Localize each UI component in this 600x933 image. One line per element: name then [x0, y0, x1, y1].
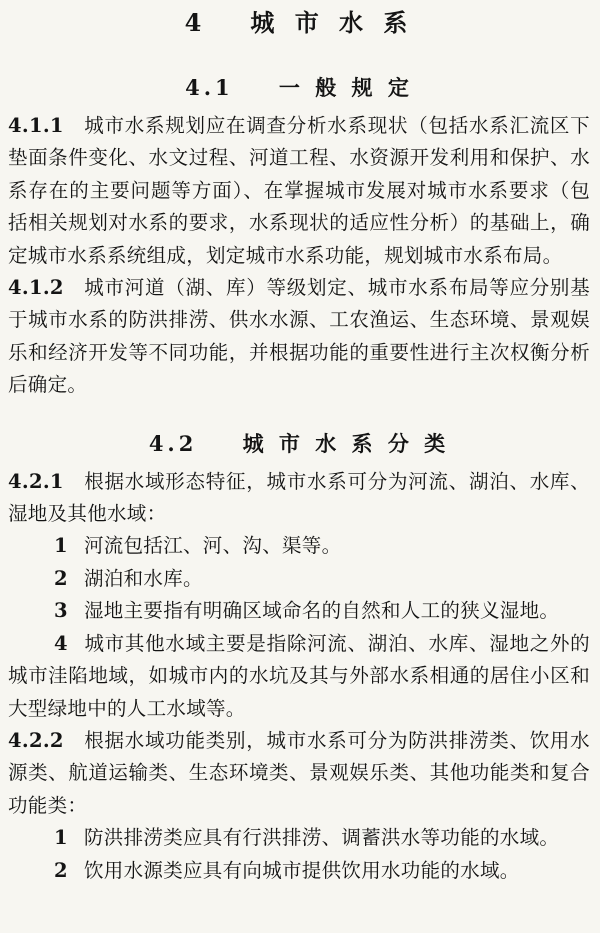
list-item [8, 822, 590, 854]
item-text: 饮用水源类应具有向城市提供饮用水功能的水域。 [84, 858, 520, 882]
clause-number: 4.1.2 [8, 276, 64, 300]
clause-4-1-2 [8, 272, 590, 402]
chapter-title [8, 0, 590, 46]
clause-number: 4.2.2 [8, 728, 64, 752]
section-title-text: 城 市 水 系 分 类 [242, 430, 450, 456]
section-title-4-1 [8, 66, 590, 110]
item-number: 2 [54, 858, 68, 882]
section-title-4-2 [8, 422, 590, 466]
list-item [8, 595, 590, 627]
list-item [8, 855, 590, 887]
list-item [8, 530, 590, 562]
clause-number: 4.1.1 [8, 114, 64, 137]
item-text: 防洪排涝类应具有行洪排涝、调蓄洪水等功能的水域。 [84, 826, 560, 850]
item-number: 1 [54, 534, 68, 558]
list-item [8, 628, 590, 725]
clause-4-2-1 [8, 466, 590, 531]
item-text: 城市其他水域主要是指除河流、湖泊、水库、湿地之外的城市洼陷地域，如城市内的水坑及其与外部水系相通的居住小区和大型绿地中的人工水域等。 [8, 631, 590, 720]
clause-text: 根据水域功能类别，城市水系可分为防洪排涝类、饮用水源类、航道运输类、生态环境类、景观娱乐类、其他功能类和复合功能类： [8, 728, 590, 817]
clause-number: 4.2.1 [8, 469, 64, 493]
clause-text: 根据水域形态特征，城市水系可分为河流、湖泊、水库、湿地及其他水域： [8, 469, 590, 526]
item-text: 湖泊和水库。 [84, 566, 203, 590]
chapter-title-text: 城 市 水 系 [250, 8, 414, 37]
clause-4-2-2 [8, 725, 590, 822]
item-text: 湿地主要指有明确区域命名的自然和人工的狭义湿地。 [84, 599, 560, 623]
chapter-number: 4 [184, 8, 208, 37]
item-text: 河流包括江、河、沟、渠等。 [84, 534, 342, 558]
item-number: 4 [54, 631, 68, 655]
section-number: 4.2 [148, 430, 198, 456]
item-number: 1 [54, 826, 68, 850]
clause-text: 城市河道（湖、库）等级划定、城市水系布局等应分别基于城市水系的防洪排涝、供水水源、工农渔运、生态环境、景观娱乐和经济开发等不同功能，并根据功能的重要性进行主次权衡分析后确定。 [8, 276, 590, 397]
clause-text: 城市水系规划应在调查分析水系现状（包括水系汇流区下垫面条件变化、水文过程、河道工程、水资源开发利用和保护、水系存在的主要问题等方面）、在掌握城市发展对城市水系要求（包括相关规划对水系的要求，水系现状的适应性分析）的基础上，确定城市水系系统组成，划定城市水系功能，规划城市水系布局。 [8, 114, 590, 267]
section-title-text: 一 般 规 定 [278, 75, 413, 100]
list-item [8, 563, 590, 595]
item-number: 3 [54, 599, 68, 623]
section-number: 4.1 [185, 75, 234, 100]
clause-4-1-1 [8, 110, 590, 272]
item-number: 2 [54, 566, 68, 590]
